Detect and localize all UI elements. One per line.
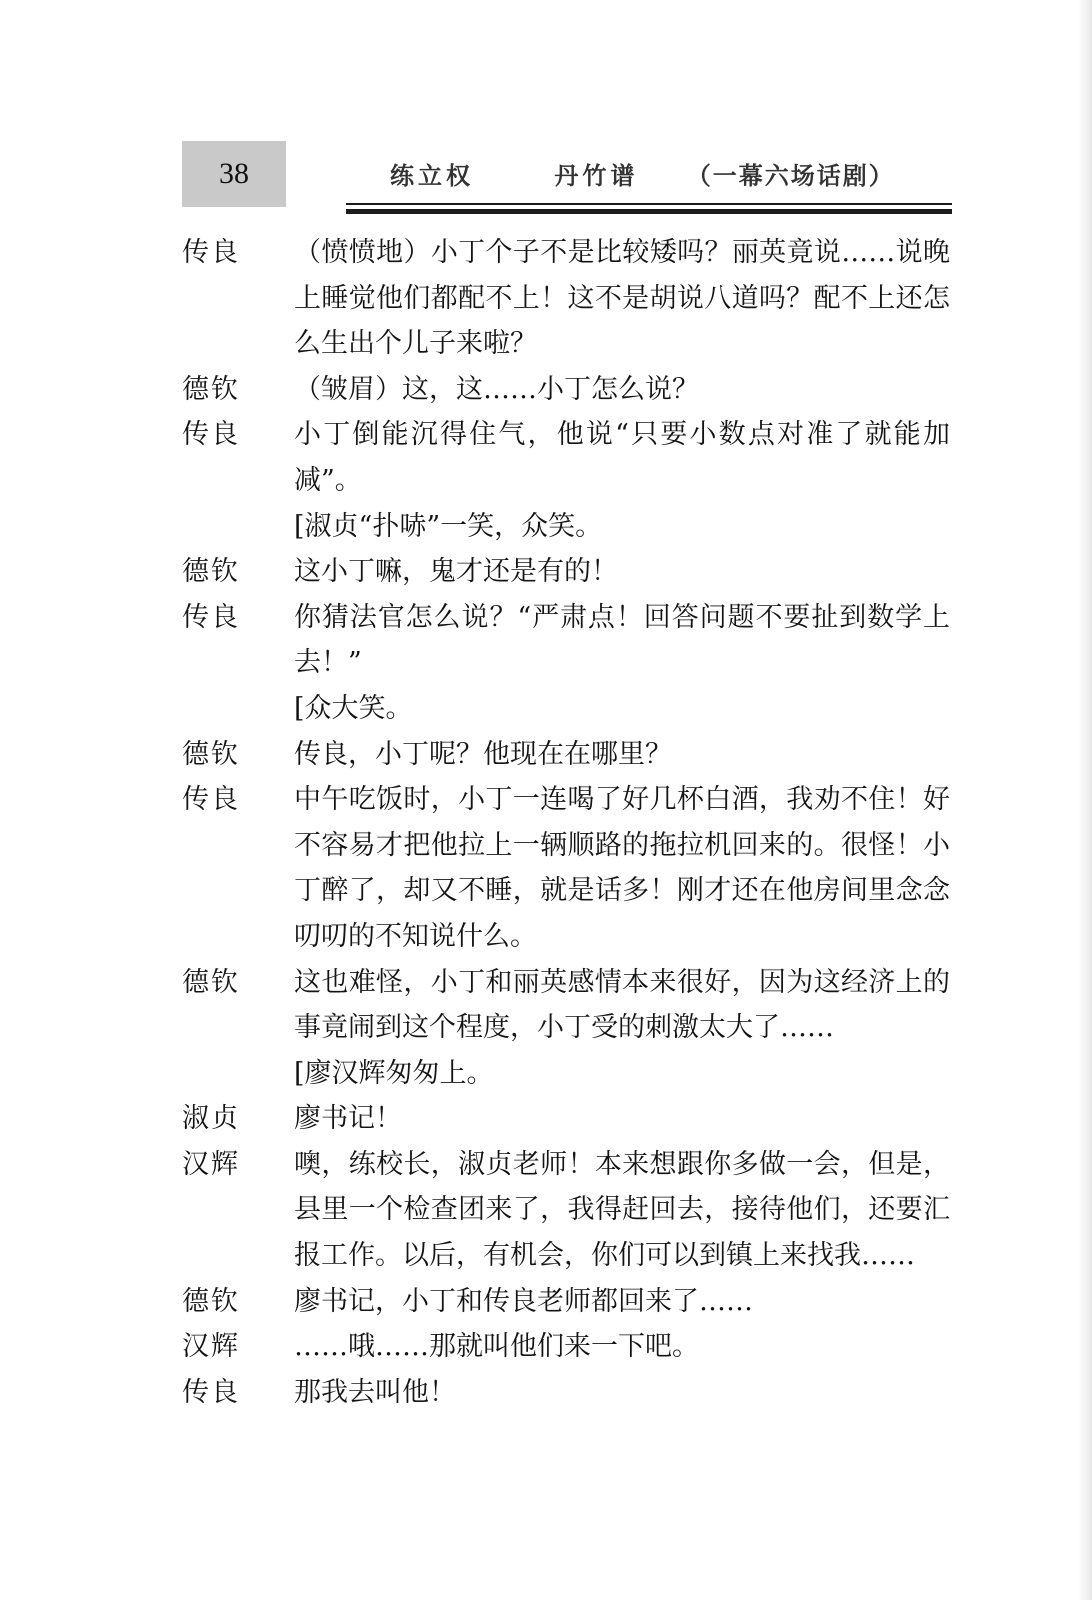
dialogue-line [174, 732, 950, 778]
header-rule-thick [346, 209, 952, 214]
speaker-name: 传良 [182, 237, 240, 268]
speech-text: 噢，练校长，淑贞老师！本来想跟你多做一会，但是，县里一个检查团来了，我得赶回去，接待他们，还要汇报工作。以后，有机会，你们可以到镇上来找我…… [294, 1148, 950, 1272]
page-number-box [182, 141, 286, 207]
speaker-name: 德钦 [182, 1285, 240, 1317]
speaker-name: 传良 [182, 419, 240, 451]
stage-direction [174, 1051, 950, 1097]
page-number: 38 [219, 157, 249, 190]
stage-direction [174, 504, 950, 550]
dialogue-line [174, 595, 950, 686]
speaker-name: 德钦 [182, 373, 240, 405]
speech-text: ……哦……那就叫他们来一下吧。 [294, 1331, 699, 1363]
speech-text: 你猜法官怎么说？“严肃点！回答问题不要扯到数学上去！” [294, 601, 950, 679]
dialogue-line [174, 1142, 950, 1279]
speech-text: （愤愤地）小丁个子不是比较矮吗？丽英竟说……说晚上睡觉他们都配不上！这不是胡说八道吗？配不上还怎么生出个儿子来啦？ [294, 237, 950, 360]
speaker-name: 汉辉 [182, 1148, 240, 1180]
speech-text: 传良，小丁呢？他现在在哪里？ [294, 738, 672, 770]
header-title: 丹竹谱 [554, 162, 639, 190]
speech-text: 小丁倒能沉得住气，他说“只要小数点对准了就能加减”。 [294, 419, 950, 496]
dialogue-line [174, 230, 950, 367]
header-genre: （一幕六场话剧） [686, 162, 895, 190]
script-body [174, 230, 950, 1415]
speech-text: 中午吃饭时，小丁一连喝了好几杯白酒，我劝不住！好不容易才把他拉上一辆顺路的拖拉机回来的。很怪！小丁醉了，却又不睡，就是话多！刚才还在他房间里念念叨叨的不知说什么。 [294, 784, 950, 952]
speaker-name: 传良 [182, 784, 240, 816]
speaker-name: 传良 [182, 1376, 240, 1408]
header-author: 练立权 [390, 162, 474, 190]
speech-text: 这也难怪，小丁和丽英感情本来很好，因为这经济上的事竟闹到这个程度，小丁受的刺激太大了…… [294, 966, 950, 1044]
header-rule-thin [346, 203, 952, 205]
speaker-name: 汉辉 [182, 1331, 240, 1363]
speaker-name: 德钦 [182, 556, 240, 588]
speaker-name: 德钦 [182, 966, 240, 998]
speaker-name: 传良 [182, 601, 240, 633]
dialogue-line [174, 1324, 950, 1370]
dialogue-line [174, 960, 950, 1051]
stage-direction-text: [淑贞“扑哧”一笑，众笑。 [294, 510, 603, 542]
dialogue-line [174, 777, 950, 959]
dialogue-line [174, 412, 950, 503]
dialogue-line [174, 549, 950, 595]
speech-text: （皱眉）这，这……小丁怎么说？ [294, 373, 699, 405]
running-header [390, 156, 895, 191]
speaker-name: 德钦 [182, 738, 240, 770]
page-edge-shadow [1078, 0, 1092, 1600]
dialogue-line [174, 367, 950, 413]
stage-direction-text: [廖汉辉匆匆上。 [294, 1057, 494, 1089]
stage-direction-text: [众大笑。 [294, 692, 413, 724]
dialogue-line [174, 1096, 950, 1142]
dialogue-line [174, 1370, 950, 1416]
speech-text: 廖书记！ [294, 1103, 402, 1135]
dialogue-line [174, 1279, 950, 1325]
stage-direction [174, 686, 950, 732]
speech-text: 那我去叫他！ [294, 1376, 456, 1408]
speech-text: 廖书记，小丁和传良老师都回来了…… [294, 1285, 753, 1317]
speech-text: 这小丁嘛，鬼才还是有的！ [294, 556, 618, 588]
speaker-name: 淑贞 [182, 1103, 240, 1135]
